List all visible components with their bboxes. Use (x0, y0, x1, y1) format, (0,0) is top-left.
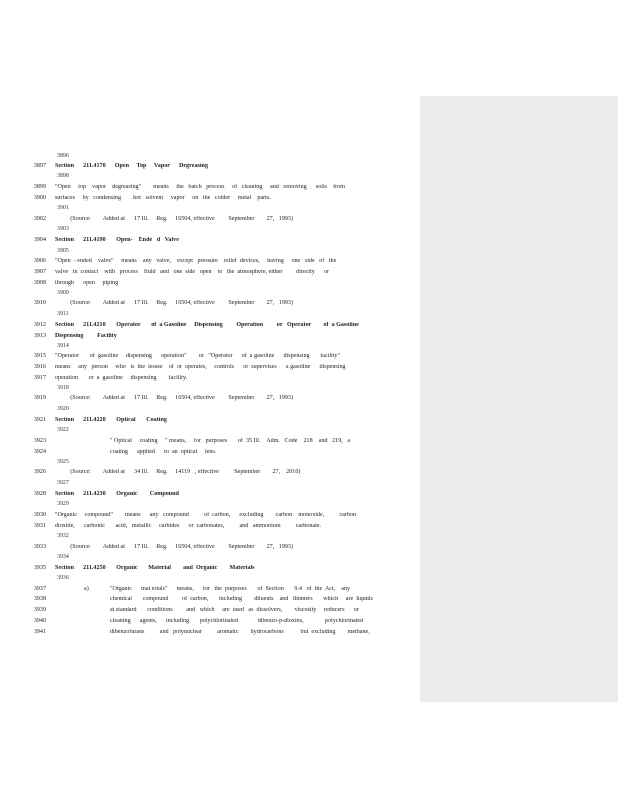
sub-line-number: 3909 (57, 290, 69, 296)
line-number: 3904 (33, 237, 46, 243)
line-number: 3926 (33, 469, 46, 475)
body-text: "Open - ended valve" means any valve, except pressure relief devices, having one side of the (55, 258, 337, 264)
line-number: 3899 (33, 184, 46, 190)
sub-line-number: 3901 (57, 205, 69, 211)
sub-line-number: 3934 (57, 554, 69, 560)
line-number: 3941 (33, 629, 46, 635)
body-text: dioxide, carbonic acid, metallic carbides or carbonates, and ammonium carbonate. (55, 523, 322, 529)
line-number: 3902 (33, 216, 46, 222)
body-text: means any person who is the lessee of or operates, controls or supervises a gasoline dispensing (55, 364, 346, 370)
body-text: coating applied to an optical lens. (110, 449, 217, 455)
sub-line-number: 3914 (57, 343, 69, 349)
line-number: 3938 (33, 596, 46, 602)
section-heading: Section 211.4190 Open- Ende d Valve (55, 237, 179, 243)
section-heading: Section 211.4170 Open Top Vapor Degreasing (55, 163, 208, 169)
body-text: "Organic mat erials" means, for the purposes of Section 9.4 of the Act, any (110, 586, 351, 592)
list-marker: a) (84, 586, 89, 592)
line-number: 3906 (33, 258, 46, 264)
line-number: 3910 (33, 300, 46, 306)
sub-line-number: 3911 (57, 311, 69, 317)
body-text: dibenzofurans and polynuclear aromatic hydrocarbons but excluding methane, (110, 629, 370, 635)
section-heading: Section 211.4250 Organic Material and Organic Materials (55, 565, 255, 571)
line-number: 3917 (33, 375, 46, 381)
section-heading: Section 211.4220 Optical Coating (55, 417, 167, 423)
body-text: " Optical coating " means, for purposes of 35 Ill. Adm. Code 218 and 219, a (110, 438, 351, 444)
line-number: 3919 (33, 395, 46, 401)
line-number: 3928 (33, 491, 46, 497)
sub-line-number: 3932 (57, 533, 69, 539)
line-number: 3912 (33, 322, 46, 328)
body-text: surfaces by condensing hot solvent vapor on the colder metal parts. (55, 195, 271, 201)
source-note: (Source: Added at 17 Ill. Reg. 16504, effective September 27, 1993) (55, 300, 294, 306)
sub-line-number: 3925 (57, 459, 69, 465)
line-number: 3900 (33, 195, 46, 201)
body-text: valve in contact with process fluid and one side open to the atmosphere, either directly or (55, 269, 329, 275)
section-heading: Section 211.4230 Organic Compound (55, 491, 179, 497)
line-number: 3907 (33, 269, 46, 275)
line-number: 3915 (33, 353, 46, 359)
sub-line-number: 3920 (57, 406, 69, 412)
body-text: "Open top vapor degreasing" means the batch process of cleaning and removing soils from (55, 184, 345, 190)
sub-line-number: 3927 (57, 480, 69, 486)
line-number: 3921 (33, 417, 46, 423)
line-number: 3933 (33, 544, 46, 550)
sub-line-number: 3929 (57, 501, 69, 507)
line-number: 3923 (33, 438, 46, 444)
line-number: 3908 (33, 280, 46, 286)
source-note: (Source: Added at 17 Ill. Reg. 16504, effective September 27, 1993) (55, 395, 294, 401)
source-note: (Source: Added at 34 Ill. Reg. 14119 , effective September 27, 2010) (55, 469, 301, 475)
line-number: 3935 (33, 565, 46, 571)
body-text: through open piping (55, 280, 119, 286)
line-number: 3924 (33, 449, 46, 455)
sub-line-number: 3918 (57, 385, 69, 391)
line-number: 3939 (33, 607, 46, 613)
source-note: (Source: Added at 17 Ill. Reg. 16504, effective September 27, 1993) (55, 544, 294, 550)
line-number: 3913 (33, 333, 46, 339)
line-number: 3940 (33, 618, 46, 624)
sub-line-number: 3903 (57, 226, 69, 232)
sub-line-number: 3905 (57, 248, 69, 254)
section-heading: Dispensing Facility (55, 333, 117, 339)
line-number: 3931 (33, 523, 46, 529)
sub-line-number: 3898 (57, 173, 69, 179)
line-number: 3916 (33, 364, 46, 370)
source-note: (Source: Added at 17 Ill. Reg. 16504, effective September 27, 1993) (55, 216, 294, 222)
line-number: 3897 (33, 163, 46, 169)
line-number: 3937 (33, 586, 46, 592)
comment-sidebar (420, 96, 618, 702)
body-text: operation or a gasoline dispensing facility. (55, 375, 188, 381)
body-text: cleaning agents, including polychlorinated dibenzo-p-dioxins, polychlorinated (110, 618, 364, 624)
line-number: 3930 (33, 512, 46, 518)
sub-line-number: 3896 (57, 153, 69, 159)
sub-line-number: 3922 (57, 427, 69, 433)
body-text: "Organic compound" means any compound of carbon, excluding carbon monoxide, carbon (55, 512, 357, 518)
body-text: chemical compound of carbon, including diluents and thinners which are liquids (110, 596, 373, 602)
sub-line-number: 3936 (57, 575, 69, 581)
body-text: at standard conditions and which are used as dissolvers, viscosity reducers or (110, 607, 359, 613)
section-heading: Section 211.4210 Operator of a Gasoline Dispensing Operation or Operator of a Gasoline (55, 322, 359, 328)
body-text: "Operator of gasoline dispensing operation" or "Operator of a gasoline dispensing facility" (55, 353, 340, 359)
